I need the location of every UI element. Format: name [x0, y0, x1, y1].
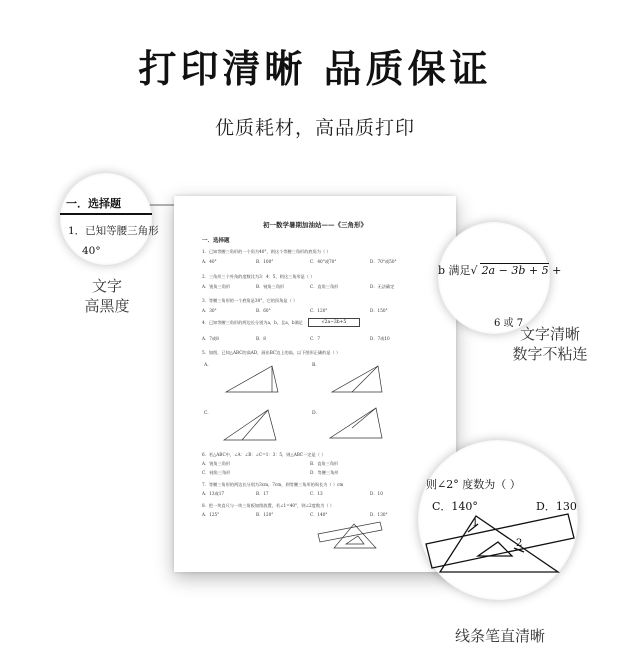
- label-clear-text-line2: 数字不粘连: [512, 345, 588, 363]
- svg-text:C.: C.: [204, 411, 209, 416]
- paper-title: 初一数学暑期加油站——《三角形》: [263, 221, 367, 229]
- paper-line: 4．已知等腰三角形的两边长分别为a，b，且a，b满足: [202, 320, 303, 325]
- paper-line: 1．已知等腰三角形的一个角为40°，则这个等腰三角形的底角为（ ）: [202, 249, 331, 254]
- paper-triangle-figures: [202, 360, 422, 450]
- svg-text:D.: D.: [312, 411, 317, 416]
- paper-option: D．10: [370, 491, 383, 496]
- paper-option: D．150°: [370, 308, 388, 313]
- paper-option: B．直角三角形: [310, 461, 339, 466]
- paper-option: D．等腰三角形: [310, 470, 339, 475]
- svg-text:B.: B.: [312, 363, 317, 368]
- zoom-circle-bottom: [418, 440, 578, 600]
- paper-option: A．锐角三角形: [202, 461, 231, 466]
- paper-option: A．锐角三角形: [202, 284, 231, 289]
- sqrt-sign: √: [470, 264, 478, 277]
- paper-option: B．100°: [256, 259, 274, 264]
- paper-option: D．无法确定: [370, 284, 395, 289]
- paper-option: D．70°或50°: [370, 259, 397, 264]
- paper-option: C．直角三角形: [310, 284, 339, 289]
- zoom-right-prefix: b 满足: [438, 264, 471, 277]
- paper-option: B．120°: [256, 512, 274, 517]
- label-high-black: [74, 276, 140, 316]
- paper-option: D．7或10: [370, 336, 390, 341]
- paper-option: A．13或17: [202, 491, 225, 496]
- label-high-black-line2: 高黑度: [84, 297, 130, 315]
- zoom-bottom-option-d: D．130: [536, 500, 577, 513]
- paper-option: B．17: [256, 491, 269, 496]
- zoom-bottom-ruler-figure: [418, 440, 578, 600]
- label-high-black-line1: 文字: [91, 277, 122, 295]
- paper-option: C．13: [310, 491, 323, 496]
- subheadline: 优质耗材，高品质打印: [214, 117, 415, 139]
- zoom-circle-left: [60, 173, 159, 265]
- paper-option: D．130°: [370, 512, 388, 517]
- zoom-right-text: [438, 262, 561, 278]
- zoom-left-title: 一．选择题: [66, 197, 121, 210]
- zoom-bottom-option-c: C．140°: [432, 500, 478, 513]
- printed-paper: [174, 196, 456, 572]
- zoom-right-suffix: +: [548, 264, 562, 277]
- zoom-left-rule: [60, 213, 152, 215]
- paper-formula: √2a−3b+5: [308, 318, 360, 327]
- paper-ruler-figure: [314, 514, 394, 554]
- paper-line: 6．若△ABC中，∠A：∠B：∠C=1：3：5，则△ABC一定是（ ）: [202, 452, 326, 457]
- paper-option: A．125°: [202, 512, 220, 517]
- paper-line: 3．等腰三角形的一个底角是30°，它的顶角是（ ）: [202, 298, 298, 303]
- zoom-right-bottom: 6 或 7: [494, 318, 524, 329]
- paper-option: B．8: [256, 336, 266, 341]
- headline: 打印清晰 品质保证: [138, 47, 492, 91]
- paper-option: A．40°: [202, 259, 217, 264]
- label-straight-lines: 线条笔直清晰: [454, 627, 545, 645]
- figure-d: [330, 408, 382, 438]
- mark-2: 2: [516, 538, 523, 549]
- paper-option: C．7: [310, 336, 321, 341]
- paper-option: A．30°: [202, 308, 217, 313]
- triangle-outer: [440, 516, 558, 572]
- paper-option: B．60°: [256, 308, 271, 313]
- zoom-circle-right: [438, 222, 562, 334]
- figure-a: [226, 366, 278, 392]
- label-clear-text: [500, 324, 600, 364]
- zoom-right-radical: 2a − 3b + 5: [481, 264, 549, 277]
- paper-option: C．钝角三角形: [202, 470, 231, 475]
- mark-1: 1: [472, 518, 479, 529]
- paper-option: C．140°: [310, 512, 328, 517]
- paper-line: 7．等腰三角形的两边长分别为3cm，7cm，则等腰三角形的周长为（ ）cm: [202, 482, 344, 487]
- zoom-left-text: 1．已知等腰三角形: [68, 225, 159, 237]
- paper-line: 2．三角形三个外角的度数比为3：4：5，则这三角形是（ ）: [202, 274, 315, 279]
- paper-option: C．40°或70°: [310, 259, 337, 264]
- paper-option: B．钝角三角形: [256, 284, 285, 289]
- svg-text:A.: A.: [204, 363, 209, 368]
- paper-option: C．120°: [310, 308, 328, 313]
- paper-section: 一．选择题: [202, 238, 230, 244]
- zoom-bottom-question: 则∠2° 度数为（ ）: [426, 478, 521, 491]
- paper-line: 8．把一块直尺与一块三角板如图放置，若∠1=40°，则∠2度数为（ ）: [202, 503, 334, 508]
- figure-c: [224, 410, 276, 440]
- zoom-left-degree: 40°: [82, 245, 101, 257]
- label-clear-text-line1: 文字清晰: [519, 325, 580, 343]
- triangle-inner: [478, 542, 512, 556]
- paper-option: A．7或8: [202, 336, 219, 341]
- paper-line: 5．如图，已知△ABC的高AD，画出BC边上的高，以下图形正确的是（ ）: [202, 350, 341, 355]
